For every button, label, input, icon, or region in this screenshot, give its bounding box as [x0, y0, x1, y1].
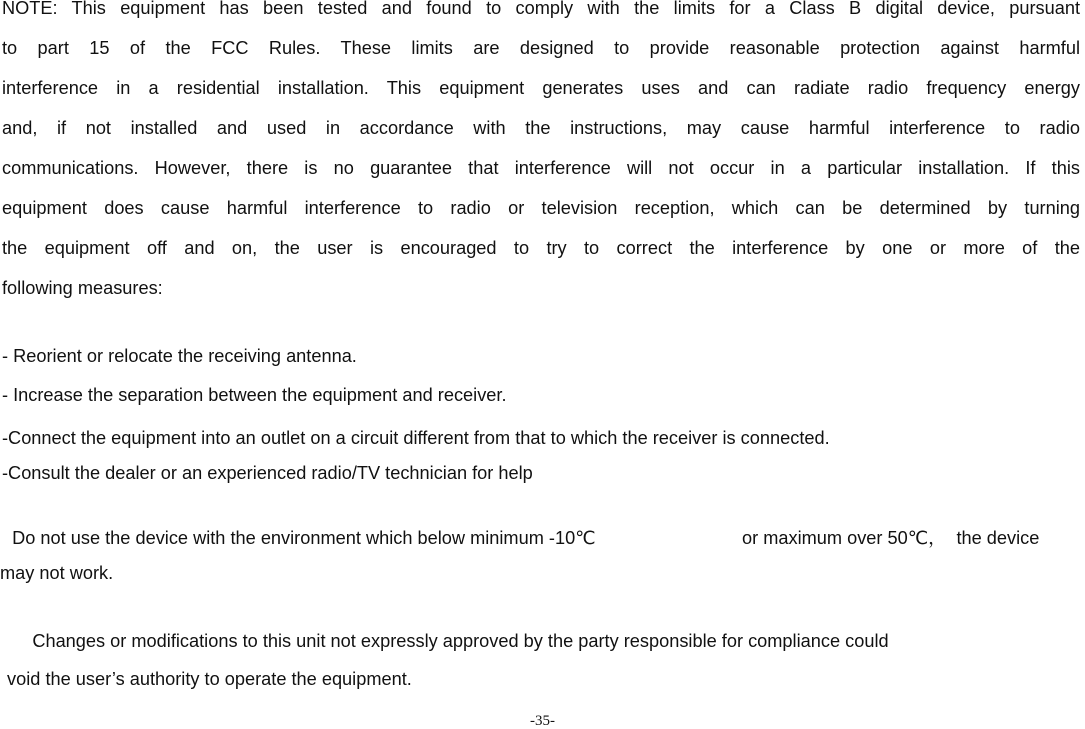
fcc-notice-line-6: equipment does cause harmful interference to radio or television reception, which can be determined by turning: [2, 198, 1080, 218]
temperature-warning-text-continued: or maximum over 50℃， the device: [742, 528, 1040, 548]
fcc-notice-line-7: the equipment off and on, the user is encouraged to try to correct the interference by one or more of the: [2, 238, 1080, 258]
measure-item: -Connect the equipment into an outlet on a circuit different from that to which the receiver is connected.: [2, 428, 830, 448]
modifications-warning-text: Changes or modifications to this unit not expressly approved by the party responsible for compliance could: [2, 631, 889, 651]
fcc-notice-line-5: communications. However, there is no guarantee that interference will not occur in a particular installation. If this: [2, 158, 1080, 178]
fcc-notice-line-8: following measures:: [2, 278, 163, 298]
fcc-notice-line-2: to part 15 of the FCC Rules. These limits are designed to provide reasonable protection against harmful: [2, 38, 1080, 58]
fcc-notice-line-4: and, if not installed and used in accordance with the instructions, may cause harmful interference to radio: [2, 118, 1080, 138]
fcc-notice-line-1: NOTE: This equipment has been tested and found to comply with the limits for a Class B digital device, pursuant: [2, 0, 1080, 18]
fcc-notice-line-3: interference in a residential installation. This equipment generates uses and can radiate radio frequency energy: [2, 78, 1080, 98]
measure-item: -Consult the dealer or an experienced radio/TV technician for help: [2, 463, 533, 483]
page-number: -35-: [530, 713, 555, 729]
temperature-warning-text-end: may not work.: [0, 563, 114, 583]
modifications-warning-text-end: void the user’s authority to operate the equipment.: [2, 669, 412, 689]
measure-item: - Reorient or relocate the receiving antenna.: [2, 346, 357, 366]
temperature-warning-text: Do not use the device with the environment which below minimum -10℃: [2, 528, 596, 548]
measure-item: - Increase the separation between the equipment and receiver.: [2, 385, 507, 405]
